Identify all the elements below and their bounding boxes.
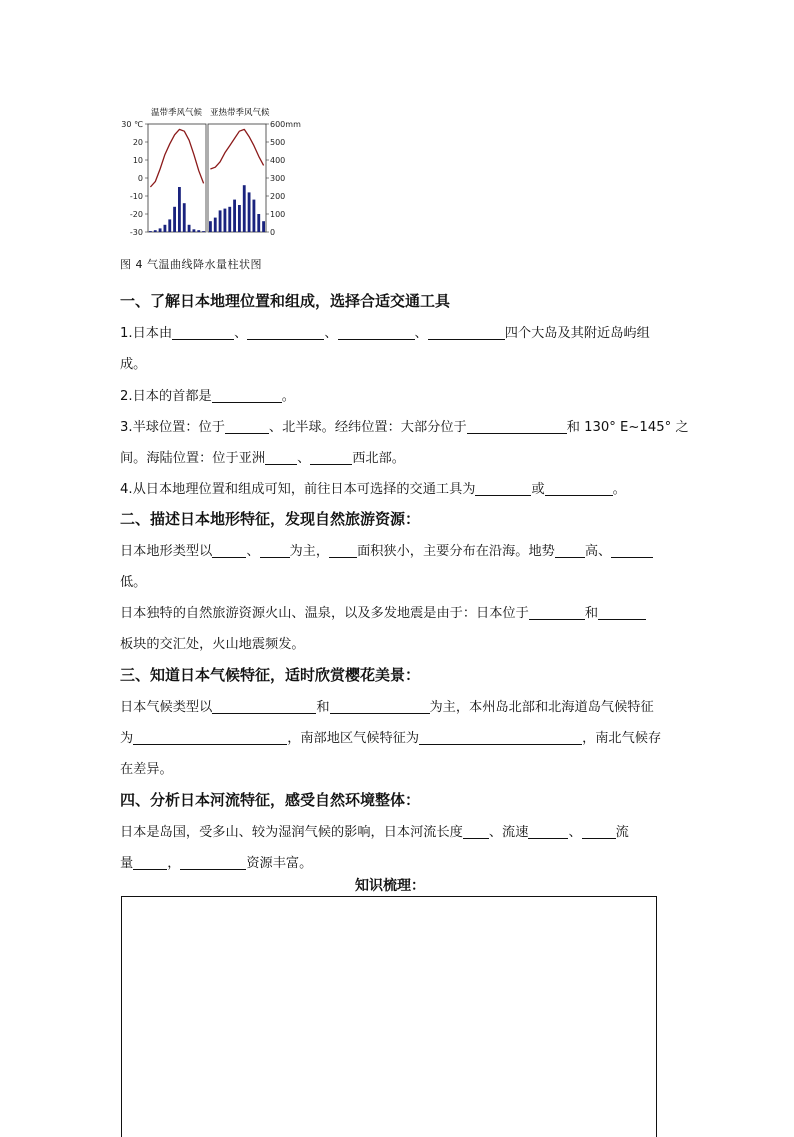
answer-blank[interactable] (265, 450, 297, 465)
answer-blank[interactable] (555, 543, 585, 558)
and-text: 和 (316, 700, 330, 715)
q1-text-start: 1.日本由 (120, 326, 173, 341)
volcano-line-1 (120, 602, 646, 621)
knowledge-summary-box[interactable] (121, 896, 657, 1137)
q3-text-b: 、北半球。经纬位置：大部分位于 (268, 420, 467, 435)
precip-bar (178, 187, 181, 232)
precip-bar (197, 230, 200, 232)
right-tick-label: 0 (270, 228, 276, 237)
precip-bar (168, 219, 171, 232)
separator: 、 (297, 451, 311, 466)
answer-blank[interactable] (419, 730, 582, 745)
precip-bar (159, 228, 162, 232)
comma: ， (167, 856, 181, 871)
section-4-title: 四、分析日本河流特征，感受自然环境整体： (120, 791, 421, 809)
section-2-title: 二、描述日本地形特征，发现自然旅游资源： (120, 510, 421, 528)
precip-bar (253, 200, 256, 232)
river-text: 资源丰富。 (246, 856, 313, 871)
precip-bar (164, 225, 167, 232)
separator: 、 (246, 544, 260, 559)
volcano-line-2: 板块的交汇处，火山地震频发。 (120, 637, 305, 652)
climate-line-1 (120, 696, 654, 715)
answer-blank[interactable] (260, 543, 290, 558)
climate-figure (120, 104, 320, 242)
answer-blank[interactable] (212, 388, 282, 403)
precip-bar (188, 225, 191, 232)
precip-bar (238, 205, 241, 232)
answer-blank[interactable] (133, 855, 167, 870)
left-tick-label: 10 (132, 156, 143, 165)
terrain-text: 高、 (584, 544, 612, 559)
precip-bar (149, 231, 152, 232)
and-text: 和 (584, 606, 598, 621)
precip-bar (219, 210, 222, 232)
left-tick-label: 30 ℃ (121, 120, 143, 129)
river-text: 流 (615, 825, 629, 840)
period: 。 (612, 482, 626, 497)
precip-bar (224, 209, 227, 232)
answer-blank[interactable] (428, 325, 505, 340)
river-text: 量 (120, 856, 134, 871)
volcano-text: 日本独特的自然旅游资源火山、温泉，以及多发地震是由于：日本位于 (120, 606, 529, 621)
right-tick-label: 100 (270, 210, 286, 219)
answer-blank[interactable] (247, 325, 324, 340)
answer-blank[interactable] (330, 699, 430, 714)
left-tick-label: -30 (129, 228, 143, 237)
q1-continuation: 成。 (120, 357, 147, 372)
precip-bar (173, 207, 176, 232)
question-3-line-2 (120, 447, 405, 466)
precip-bar (262, 221, 265, 232)
q1-text-end: 四个大岛及其附近岛屿组 (504, 326, 650, 341)
temperature-curve (210, 129, 263, 169)
q3-text-a: 3.半球位置：位于 (120, 420, 225, 435)
right-tick-label: 200 (270, 192, 286, 201)
answer-blank[interactable] (529, 605, 585, 620)
section-1-title: 一、了解日本地理位置和组成，选择合适交通工具 (120, 292, 451, 310)
precip-bar (228, 207, 231, 232)
answer-blank[interactable] (180, 855, 246, 870)
terrain-text: 日本地形类型以 (120, 544, 213, 559)
answer-blank[interactable] (545, 481, 613, 496)
precip-bar (193, 229, 196, 232)
q3-text-c: 和 130° E~145° 之 (566, 420, 689, 435)
panel-frame (208, 124, 266, 232)
river-line-2 (120, 852, 312, 871)
or-text: 或 (531, 482, 545, 497)
terrain-text: 面积狭小，主要分布在沿海。地势 (357, 544, 555, 559)
answer-blank[interactable] (172, 325, 234, 340)
answer-blank[interactable] (611, 543, 653, 558)
question-2 (120, 385, 295, 404)
answer-blank[interactable] (212, 699, 316, 714)
figure-caption: 图 4 气温曲线降水量柱状图 (120, 258, 262, 271)
precip-bar (257, 214, 260, 232)
left-tick-label: -20 (129, 210, 143, 219)
climate-text: 日本气候类型以 (120, 700, 213, 715)
q3-text-d: 间。海陆位置：位于亚洲 (120, 451, 266, 466)
separator: 、 (568, 825, 582, 840)
right-tick-label: 300 (270, 174, 286, 183)
precip-bar (209, 221, 212, 232)
answer-blank[interactable] (463, 824, 489, 839)
temperature-curve (150, 129, 203, 187)
q3-text-f: 西北部。 (352, 451, 405, 466)
answer-blank[interactable] (467, 419, 567, 434)
question-1-line-1 (120, 322, 650, 341)
answer-blank[interactable] (329, 543, 357, 558)
question-3-line-1 (120, 416, 689, 435)
right-tick-label: 500 (270, 138, 286, 147)
answer-blank[interactable] (598, 605, 646, 620)
q4-text: 4.从日本地理位置和组成可知，前往日本可选择的交通工具为 (120, 482, 476, 497)
precip-bar (202, 231, 205, 232)
section-3-title: 三、知道日本气候特征，适时欣赏樱花美景： (120, 666, 421, 684)
answer-blank[interactable] (528, 824, 568, 839)
right-tick-label: 400 (270, 156, 286, 165)
precip-bar (154, 230, 157, 232)
left-tick-label: 20 (132, 138, 143, 147)
answer-blank[interactable] (225, 419, 269, 434)
river-text: 日本是岛国，受多山、较为湿润气候的影响，日本河流长度 (120, 825, 463, 840)
climate-text: ，南部地区气候特征为 (287, 731, 420, 746)
left-tick-label: -10 (129, 192, 143, 201)
precip-bar (243, 185, 246, 232)
precip-bar (248, 192, 251, 232)
panel-title-temperate: 温带季风气候 (151, 108, 203, 118)
right-tick-label: 600mm (270, 120, 301, 129)
climate-text: 为 (120, 731, 134, 746)
climate-text: ，南北气候存 (582, 731, 662, 746)
question-4 (120, 478, 626, 497)
q2-text: 2.日本的首都是 (120, 389, 212, 404)
terrain-line-1 (120, 540, 653, 559)
terrain-text: 为主， (289, 544, 330, 559)
answer-blank[interactable] (212, 543, 246, 558)
climate-line-2 (120, 727, 661, 746)
summary-title: 知识梳理： (355, 878, 425, 894)
precip-bar (233, 200, 236, 232)
climate-text: 为主，本州岛北部和北海道岛气候特征 (429, 700, 654, 715)
separator: 、 (234, 326, 248, 341)
terrain-line-2: 低。 (120, 575, 147, 590)
answer-blank[interactable] (475, 481, 531, 496)
separator: 、 (324, 326, 338, 341)
answer-blank[interactable] (338, 325, 415, 340)
answer-blank[interactable] (310, 450, 352, 465)
climate-line-3: 在差异。 (120, 762, 173, 777)
river-line-1 (120, 821, 629, 840)
answer-blank[interactable] (133, 730, 287, 745)
precip-bar (214, 218, 217, 232)
river-text: 、流速 (488, 825, 529, 840)
period: 。 (281, 389, 295, 404)
left-tick-label: 0 (137, 174, 143, 183)
separator: 、 (414, 326, 428, 341)
panel-title-subtropical: 亚热带季风气候 (210, 108, 270, 118)
climate-chart (120, 104, 320, 242)
precip-bar (183, 203, 186, 232)
answer-blank[interactable] (582, 824, 616, 839)
